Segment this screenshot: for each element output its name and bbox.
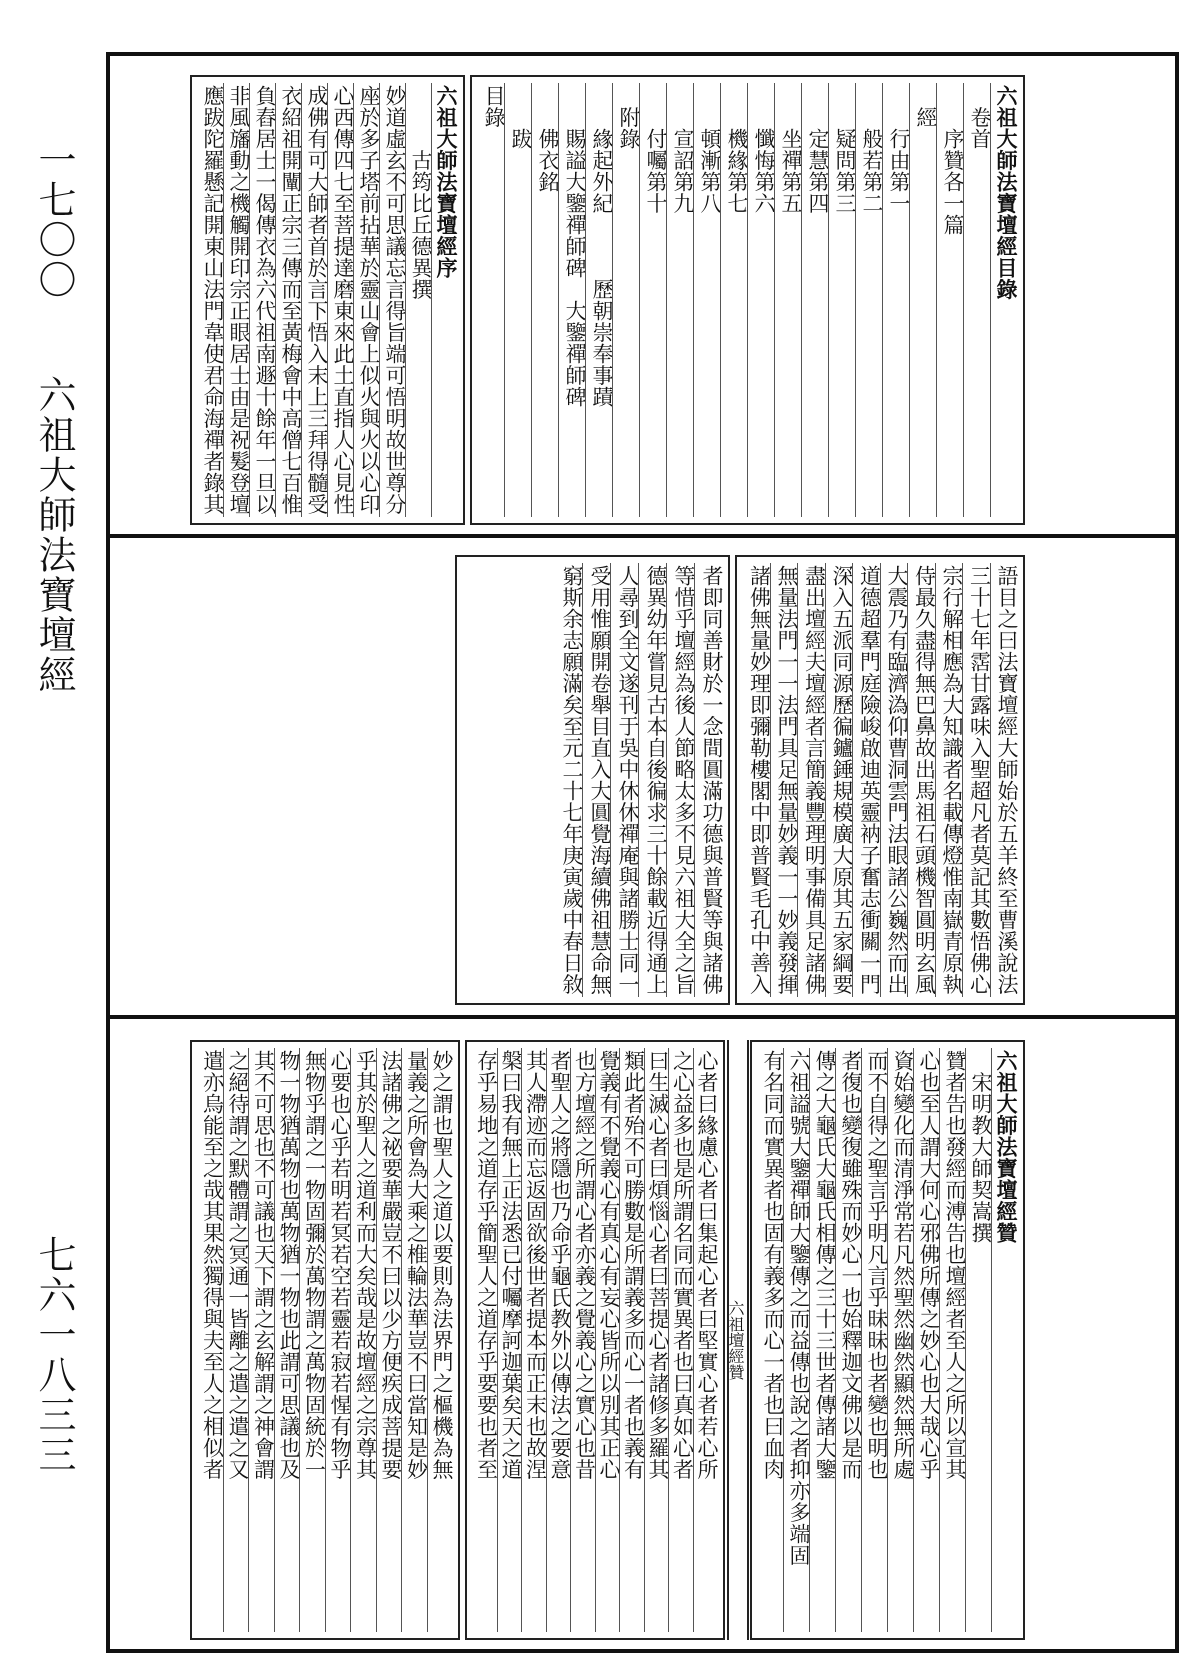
zan-line: 資始變化而清淨常若凡然聖然幽然顯然無所處 [887,1048,913,1632]
zan-line: 覺義有不覺義心有真心有妄心皆所以別其正心 [595,1048,620,1632]
zan-line: 而不自得之聖言乎明凡言乎昧昧也者變也明也 [861,1048,887,1632]
zan-author: 宋明教大師契嵩撰 [965,1048,991,1632]
toc-line: 經 [909,83,936,517]
preface-end-panel [455,555,730,1005]
preface-line: 受用惟願開卷舉目直入大圓覺海續佛祖慧命無 [582,563,610,997]
preface-line: 侍最久盡得無巴鼻故出馬祖石頭機智圓明玄風 [907,563,935,997]
margin-volume-number: 一七〇〇 [32,140,76,300]
preface-line: 道德超羣門庭險峻啟迪英靈衲子奮志衝關一門 [852,563,880,997]
preface-line: 成佛有可大師者首於言下悟入末上三拜得髓受 [301,83,327,517]
toc-line: 頓漸第八 [693,83,720,517]
toc-line: 附錄 [612,83,639,517]
preface-line: 非風旛動之機觸開印宗正眼居士由是祝髮登壇 [223,83,249,517]
zan-line: 妙之謂也聖人之道以要則為法界門之樞機為無 [427,1048,453,1632]
zan-line: 其不可思也不可議也天下謂之玄解謂之神會謂 [248,1048,274,1632]
zan-line: 有名同而實異者也固有義多而心一者也曰血肉 [761,1050,785,1480]
toc-line: 付囑第十 [639,83,666,517]
zan-line: 心者曰緣慮心者曰集起心者曰堅實心者若心所 [693,1048,718,1632]
zan-line: 之心益多也是所謂名同而實異者也曰真如心者 [668,1048,693,1632]
preface-line: 窮斯余志願滿矣至元二十七年庚寅歲中春日敘 [560,565,584,995]
zan-line: 遣亦烏能至之哉其果然獨得與夫至人之相似者 [200,1050,225,1480]
toc-line: 序贊各一篇 [936,83,963,517]
zan-line: 也方壇經之所謂心者亦義之覺義心之實心也昔 [570,1048,595,1632]
preface-line: 人尋到全文遂刊于吳中休休禪庵與諸勝士同一 [610,563,638,997]
fold-strip: 六祖壇經贊 [727,1040,749,1640]
preface-title: 六祖大師法寶壇經序 [431,83,457,517]
zan-line: 曰生滅心者曰煩惱心者曰菩提心者諸修多羅其 [644,1048,669,1632]
preface-line: 語目之曰法寶壇經大師始於五羊終至曹溪說法 [990,563,1018,997]
preface-line: 者即同善財於一念間圓滿功德與普賢等與諸佛 [694,563,722,997]
preface-line: 德異幼年嘗見古本自後徧求三十餘載近得通上 [638,563,666,997]
zan-line: 槃曰我有無上正法悉已付囑摩訶迦葉矣天之道 [497,1048,522,1632]
preface-line: 盡出壇經夫壇經者言簡義豐理明事備具足諸佛 [797,563,825,997]
margin-page-number: 七六一八三三 [32,1235,76,1475]
toc-line: 卷首 [963,83,990,517]
toc-line: 機緣第七 [720,83,747,517]
zan-line: 無物乎謂之一物固彌於萬物謂之萬物固統於一 [299,1048,325,1632]
zan-line: 六祖謚號大鑒禪師大鑒傳之而益傳也說之者抑亦多端固 [783,1048,809,1632]
zan-line: 存乎易地之道存乎簡聖人之道存乎要要也者至 [474,1050,499,1480]
zan-line: 其人滯迹而忘返固欲後世者提本而正末也故涅 [521,1048,546,1632]
toc-line: 行由第一 [882,83,909,517]
preface-line: 宗行解相應為大知識者名載傳燈惟南嶽青原執 [935,563,963,997]
zan-continued-panel [465,1040,725,1640]
row-divider-1 [106,534,1179,538]
zan-line: 者聖人之將隱也乃命乎龜氏教外以傳法之要意 [546,1048,571,1632]
zan-title: 六祖大師法寶壇經贊 [991,1048,1017,1632]
toc-line: 宣詔第九 [666,83,693,517]
toc-line: 定慧第四 [801,83,828,517]
toc-title: 六祖大師法寶壇經目錄 [990,83,1017,517]
toc-line: 懺悔第六 [747,83,774,517]
toc-panel [470,75,1025,525]
zan-panel [750,1040,1025,1640]
preface-line: 諸佛無量妙理即彌勒樓閣中即普賢毛孔中善入 [747,565,772,995]
toc-line: 般若第二 [855,83,882,517]
zan-line: 物一物猶萬物也萬物猶一物也此謂可思議也及 [274,1048,300,1632]
preface-continued-panel [735,555,1025,1005]
zan-line: 傳之大龜氏大龜氏相傳之三十三世者傳諸大鑒 [809,1048,835,1632]
preface-line: 等惜乎壇經為後人節略太多不見六祖大全之旨 [666,563,694,997]
zan-end-panel [190,1040,460,1640]
preface-line: 座於多子塔前拈華於靈山會上似火與火以心印 [353,83,379,517]
toc-line: 緣起外紀 歷朝崇奉事蹟 [585,83,612,517]
preface-author: 古筠比丘德異撰 [405,83,431,517]
zan-line: 法諸佛之祕要華嚴豈不曰以少方便疾成菩提要 [376,1048,402,1632]
preface-line: 心西傳四七至菩提達磨東來此土直指人心見性 [327,83,353,517]
zan-line: 乎其於聖人之道利而大矣哉是故壇經之宗尊其 [350,1048,376,1632]
row-divider-2 [106,1015,1179,1019]
preface-line: 衣紹祖開闡正宗三傳而至黃梅會中高僧七百惟 [275,83,301,517]
toc-footer: 目錄 [482,85,506,128]
preface-line: 應跋陀羅懸記開東山法門韋使君命海禪者錄其 [201,85,225,515]
zan-line: 量義之所會為大乘之椎輪法華豈不曰當知是妙 [401,1048,427,1632]
preface-line: 三十七年霑甘露味入聖超凡者莫記其數悟佛心 [962,563,990,997]
toc-line: 跋 [504,83,531,517]
toc-line: 佛衣銘 [531,83,558,517]
zan-line: 之絕待謂之默體謂之冥通一皆離之遣之遣之又 [223,1048,249,1632]
margin-book-title: 六祖大師法寶壇經 [32,375,76,695]
zan-line: 者復也變復雖殊而妙心一也始釋迦文佛以是而 [835,1048,861,1632]
zan-line: 類此者殆不可勝數是所謂義多而心一者也義有 [619,1048,644,1632]
toc-line: 疑問第三 [828,83,855,517]
preface-line: 負舂居士一偈傳衣為六代祖南遯十餘年一旦以 [249,83,275,517]
zan-line: 贊者告也發經而溥告也壇經者至人之所以宣其 [939,1048,965,1632]
toc-line: 賜謚大鑒禪師碑 大鑒禪師碑 [558,83,585,517]
preface-line: 無量法門一一法門具足無量妙義一一妙義發揮 [770,563,798,997]
preface-panel [190,75,465,525]
toc-line: 坐禪第五 [774,83,801,517]
zan-line: 心要也心乎若明若冥若空若靈若寂若惺有物乎 [325,1048,351,1632]
preface-line: 深入五派同源歷徧鑪錘規模廣大原其五家綱要 [825,563,853,997]
preface-line: 大震乃有臨濟溈仰曹洞雲門法眼諸公巍然而出 [880,563,908,997]
zan-line: 心也至人謂大何心邪佛所傳之妙心也大哉心乎 [913,1048,939,1632]
preface-line: 妙道虛玄不可思議忘言得旨端可悟明故世尊分 [379,83,405,517]
